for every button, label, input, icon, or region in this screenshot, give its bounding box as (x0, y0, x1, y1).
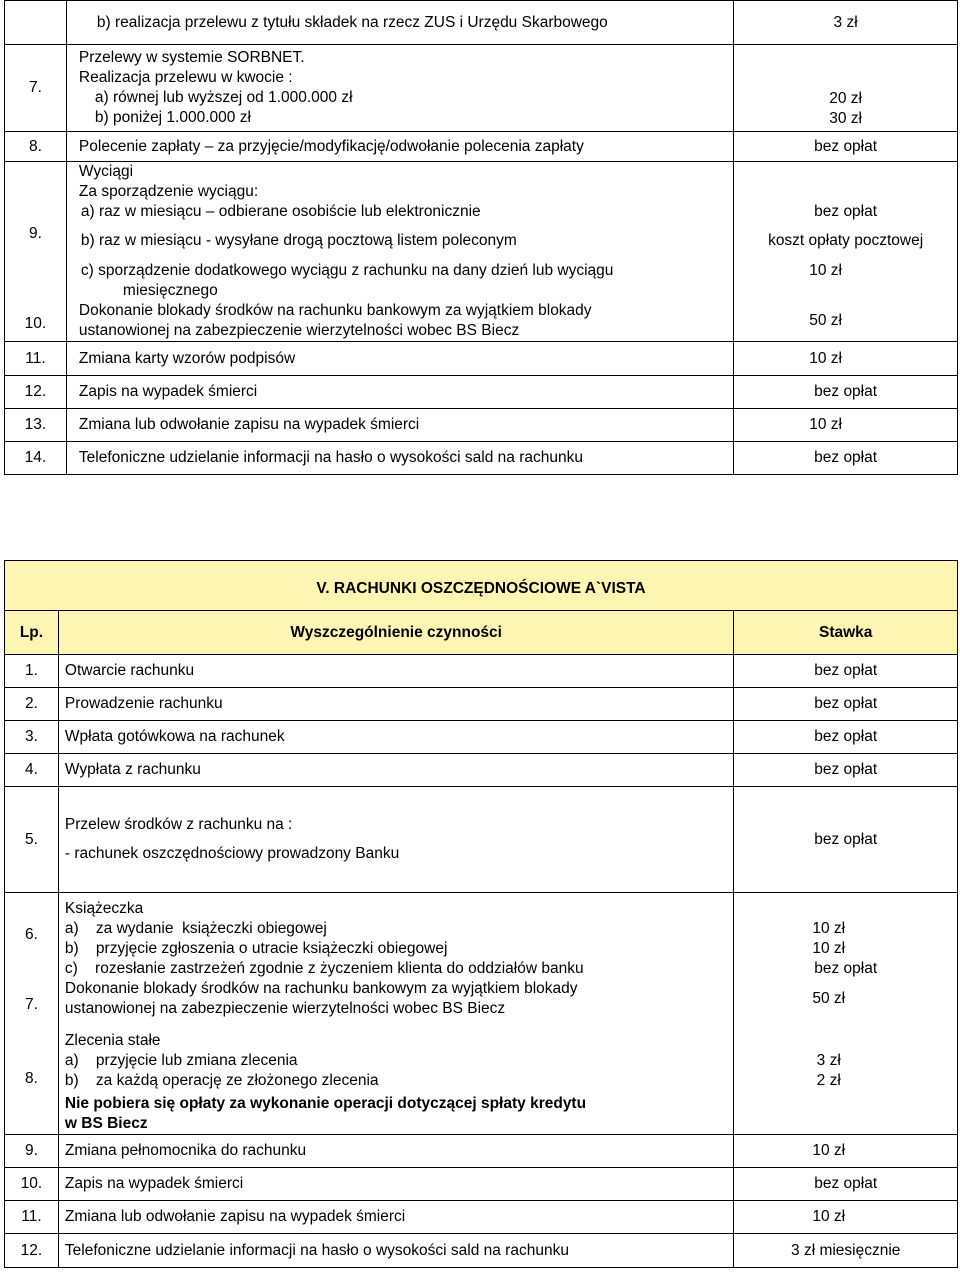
row-rate: 10 zł (734, 409, 958, 442)
row-number: 11. (5, 1201, 59, 1234)
table-row (5, 442, 958, 475)
row-text: Prowadzenie rachunku (58, 688, 734, 721)
table-row (5, 409, 958, 442)
table-row (5, 1135, 958, 1168)
row-text: Zapis na wypadek śmierci (58, 1168, 734, 1201)
row-rate: bez opłat (734, 376, 958, 409)
row-rate: bez opłat (734, 787, 958, 893)
row-text: Przelewy w systemie SORBNET. Realizacja przelewu w kwocie : a) równej lub wyższej od 1.000.000 zł b) poniżej 1.000.000 zł (66, 45, 733, 132)
row-text: Wypłata z rachunku (58, 754, 734, 787)
row-rate: 3 zł miesięcznie (734, 1234, 958, 1268)
table-row (5, 721, 958, 754)
table-row (5, 1201, 958, 1234)
row-number: 13. (5, 409, 67, 442)
row-number: 11. (5, 342, 67, 376)
table-row (5, 342, 958, 376)
row-rate: bez opłat (734, 721, 958, 754)
row-rate: bez opłat (734, 688, 958, 721)
header-rate: Stawka (734, 611, 958, 655)
table-row (5, 754, 958, 787)
row-text: Polecenie zapłaty – za przyjęcie/modyfikację/odwołanie polecenia zapłaty (66, 132, 733, 162)
row-rate: 10 zł (734, 1135, 958, 1168)
row-number: 9. 10. (5, 162, 67, 342)
row-text: Zmiana pełnomocnika do rachunku (58, 1135, 734, 1168)
table-row (5, 1234, 958, 1268)
table-row (5, 787, 958, 893)
row-rate: bez opłat (734, 132, 958, 162)
header-lp: Lp. (5, 611, 59, 655)
row-number: 2. (5, 688, 59, 721)
row-rate: 10 zł (734, 1201, 958, 1234)
row-rate: bez opłat (734, 754, 958, 787)
header-description: Wyszczególnienie czynności (58, 611, 734, 655)
row-rate: 10 zł 10 zł bez opłat 50 zł 3 zł 2 zł (734, 893, 958, 1135)
table-row (5, 655, 958, 688)
row-number: 1. (5, 655, 59, 688)
row-text: Książeczka a) za wydanie książeczki obiegowej b) przyjęcie zgłoszenia o utracie książeczki obiegowej c) rozesłanie zastrzeżeń zgodnie z życzeniem klienta do oddziałów banku Dokonanie blokady środków na rachunku bankowym za wyjątkiem blokady ustanowionej na zabezpieczenie wierzytelności wobec BS Biecz Zlecenia stałe a) przyjęcie lub zmiana zlecenia b) za każdą operację ze złożonego zlecenia Nie pobiera się opłaty za wykonanie operacji dotyczącej spłaty kredytu w BS Biecz (58, 893, 734, 1135)
table-row (5, 45, 958, 132)
row-rate: 3 zł (734, 1, 958, 45)
row-rate: bez opłat koszt opłaty pocztowej 10 zł 50 zł (734, 162, 958, 342)
row-number: 7. (5, 45, 67, 132)
row-number: 12. (5, 1234, 59, 1268)
row-rate: 20 zł 30 zł (734, 45, 958, 132)
row-text: Wpłata gotówkowa na rachunek (58, 721, 734, 754)
row-number: 9. (5, 1135, 59, 1168)
row-number: 8. (5, 132, 67, 162)
row-number: 4. (5, 754, 59, 787)
row-rate: 10 zł (734, 342, 958, 376)
row-text: Telefoniczne udzielanie informacji na hasło o wysokości sald na rachunku (58, 1234, 734, 1268)
header-row (5, 611, 958, 655)
row-text: Telefoniczne udzielanie informacji na hasło o wysokości sald na rachunku (66, 442, 733, 475)
table-row (5, 376, 958, 409)
row-text: Zmiana karty wzorów podpisów (66, 342, 733, 376)
table-row (5, 162, 958, 342)
row-number: 5. (5, 787, 59, 893)
row-text: b) realizacja przelewu z tytułu składek na rzecz ZUS i Urzędu Skarbowego (66, 1, 733, 45)
row-number: 6. 7. 8. (5, 893, 59, 1135)
table-row (5, 893, 958, 1135)
section-title-row (5, 561, 958, 611)
row-rate: bez opłat (734, 655, 958, 688)
table-row (5, 132, 958, 162)
fees-table-continued (4, 0, 958, 475)
row-text: Zmiana lub odwołanie zapisu na wypadek śmierci (58, 1201, 734, 1234)
row-number: 10. (5, 1168, 59, 1201)
table-row (5, 1, 958, 45)
table-row (5, 1168, 958, 1201)
row-number: 14. (5, 442, 67, 475)
row-rate: bez opłat (734, 1168, 958, 1201)
row-number: 12. (5, 376, 67, 409)
table-row (5, 688, 958, 721)
row-text: Przelew środków z rachunku na : - rachunek oszczędnościowy prowadzony Banku (58, 787, 734, 893)
row-text: Otwarcie rachunku (58, 655, 734, 688)
row-text: Zmiana lub odwołanie zapisu na wypadek śmierci (66, 409, 733, 442)
row-text: Wyciągi Za sporządzenie wyciągu: a) raz w miesiącu – odbierane osobiście lub elektronicznie b) raz w miesiącu - wysyłane drogą pocztową listem poleconym c) sporządzenie dodatkowego wyciągu z rachunku na dany dzień lub wyciągu miesięcznego Dokonanie blokady środków na rachunku bankowym za wyjątkiem blokady ustanowionej na zabezpieczenie wierzytelności wobec BS Biecz (66, 162, 733, 342)
row-rate: bez opłat (734, 442, 958, 475)
row-text: Zapis na wypadek śmierci (66, 376, 733, 409)
savings-accounts-table (4, 560, 958, 1268)
row-number: 3. (5, 721, 59, 754)
section-title: V. RACHUNKI OSZCZĘDNOŚCIOWE A`VISTA (5, 561, 958, 611)
